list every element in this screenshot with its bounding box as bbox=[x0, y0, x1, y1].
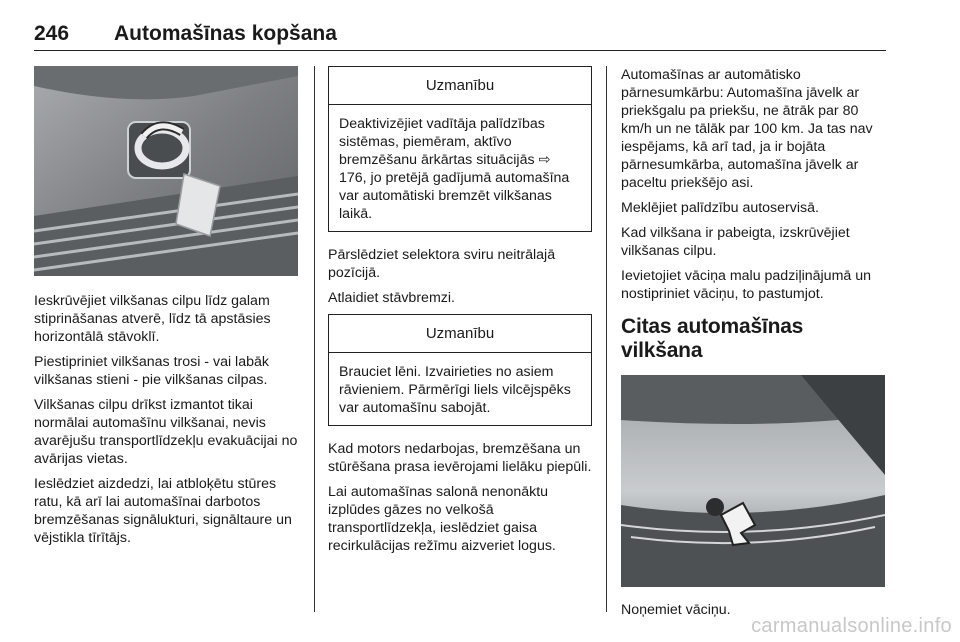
watermark-text: carmanualsonline.info bbox=[751, 615, 952, 637]
column-3 bbox=[621, 66, 887, 626]
image-caption: Noņemiet vāciņu. bbox=[621, 602, 731, 618]
paragraph: Ieskrūvējiet vilkšanas cilpu līdz galam stiprināšanas atverē, līdz tā apstāsies horizontālā stāvoklī. bbox=[34, 293, 271, 345]
column-1 bbox=[34, 66, 298, 554]
paragraph: Ievietojiet vāciņa malu padziļinājumā un nostipriniet vāciņu, to pastumjot. bbox=[621, 268, 871, 302]
paragraph: Vilkšanas cilpu drīkst izmantot tikai normālai automašīnu vilkšanai, nevis avarējušu transportlīdzekļu evakuācijai no avārijas vietas. bbox=[34, 397, 298, 467]
warning-text: Brauciet lēni. Izvairieties no asiem rāvieniem. Pārmērīgi liels vilcējspēks var automašīnu sabojāt. bbox=[339, 364, 571, 416]
paragraph: Atlaidiet stāvbremzi. bbox=[328, 290, 455, 306]
section-heading: Citas automašīnas vilkšana bbox=[621, 315, 804, 362]
warning-title: Uzmanību bbox=[329, 315, 591, 353]
column-2 bbox=[328, 66, 592, 562]
paragraph: Pārslēdziet selektora sviru neitrālajā pozīcijā. bbox=[328, 247, 556, 281]
paragraph: Meklējiet palīdzību autoservisā. bbox=[621, 200, 819, 216]
column-divider-2 bbox=[606, 66, 607, 612]
paragraph: Kad vilkšana ir pabeigta, izskrūvējiet vilkšanas cilpu. bbox=[621, 225, 850, 259]
paragraph: Lai automašīnas salonā nenonāktu izplūdes gāzes no velkošā transportlīdzekļa, ieslēdziet gaisa recirkulācijas režīmu aizveriet logus. bbox=[328, 484, 556, 554]
rear-bumper-cover-photo bbox=[621, 375, 885, 587]
warning-title: Uzmanību bbox=[329, 67, 591, 105]
paragraph: Ieslēdziet aizdedzi, lai atbloķētu stūres ratu, kā arī lai automašīnai darbotos bremzēšanas signālukturi, signāltaure un vējstikla tīrītājs. bbox=[34, 476, 292, 546]
warning-box bbox=[328, 66, 592, 232]
tow-eye-front-photo bbox=[34, 66, 298, 276]
paragraph: Kad motors nedarbojas, bremzēšana un stūrēšana prasa ievērojami lielāku piepūli. bbox=[328, 441, 592, 475]
paragraph: Automašīnas ar automātisko pārnesumkārbu: Automašīna jāvelk ar priekšgalu pa priekšu, ne ātrāk par 80 km/h un ne tālāk par 100 km. Ja tas nav iespējams, kā arī tad, ja ir bojāta pārnesumkārba, automašīna jāvelk ar paceltu priekšējo asi. bbox=[621, 67, 873, 191]
page-header bbox=[34, 22, 886, 51]
chapter-title: Automašīnas kopšana bbox=[114, 22, 337, 45]
warning-text: Deaktivizējiet vadītāja palīdzības sistēmas, piemēram, aktīvo bremzēšanu ārkārtas situācijās ⇨ 176, jo pretējā gadījumā automašīna var automātiski bremzēt vilkšanas laikā. bbox=[339, 116, 570, 222]
warning-box bbox=[328, 314, 592, 426]
page-number: 246 bbox=[34, 22, 70, 45]
column-divider-1 bbox=[314, 66, 315, 612]
paragraph: Piestipriniet vilkšanas trosi - vai labāk vilkšanas stieni - pie vilkšanas cilpas. bbox=[34, 354, 269, 388]
